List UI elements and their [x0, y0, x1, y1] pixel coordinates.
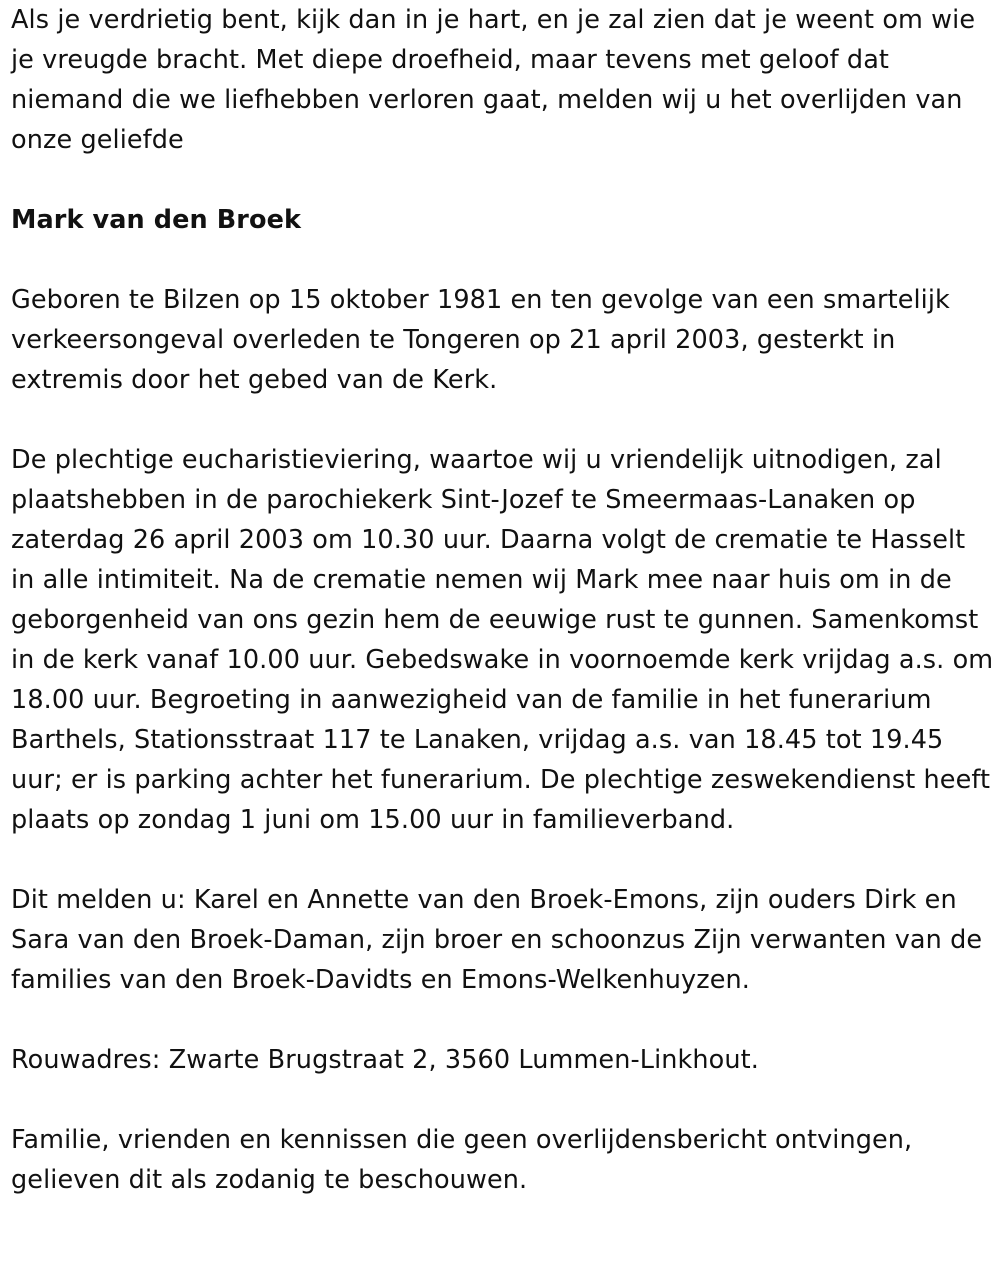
intro-paragraph: Als je verdrietig bent, kijk dan in je hart, en je zal zien dat je weent om wie je vreugde bracht. Met diepe droefheid, maar tevens met geloof dat niemand die we liefhebben verloren gaat, melden wij u het overlijden van onze geliefde [11, 5, 976, 155]
closing-paragraph: Familie, vrienden en kennissen die geen overlijdensbericht ontvingen, gelieven dit als zodanig te beschouwen. [11, 1125, 913, 1195]
family-paragraph: Dit melden u: Karel en Annette van den Broek-Emons, zijn ouders Dirk en Sara van den Broek-Daman, zijn broer en schoonzus Zijn verwanten van de families van den Broek-Davidts en Emons-Welkenhuyzen. [11, 885, 983, 995]
ceremony-paragraph: De plechtige eucharistieviering, waartoe wij u vriendelijk uitnodigen, zal plaatshebben in de parochiekerk Sint-Jozef te Smeermaas-Lanaken op zaterdag 26 april 2003 om 10.30 uur. Daarna volgt de crematie te Hasselt in alle intimiteit. Na de crematie nemen wij Mark mee naar huis om in de geborgenheid van ons gezin hem de eeuwige rust te gunnen. Samenkomst in de kerk vanaf 10.00 uur. Gebedswake in voornoemde kerk vrijdag a.s. om 18.00 uur. Begroeting in aanwezigheid van de familie in het funerarium Barthels, Stationsstraat 117 te Lanaken, vrijdag a.s. van 18.45 tot 19.45 uur; er is parking achter het funerarium. De plechtige zeswekendienst heeft plaats op zondag 1 juni om 15.00 uur in familieverband. [11, 445, 994, 835]
deceased-name: Mark van den Broek [11, 205, 302, 235]
obituary-document [11, 0, 996, 1200]
birth-death-paragraph: Geboren te Bilzen op 15 oktober 1981 en ten gevolge van een smartelijk verkeersongeval overleden te Tongeren op 21 april 2003, gesterkt in extremis door het gebed van de Kerk. [11, 285, 950, 395]
address-paragraph: Rouwadres: Zwarte Brugstraat 2, 3560 Lummen-Linkhout. [11, 1045, 759, 1075]
